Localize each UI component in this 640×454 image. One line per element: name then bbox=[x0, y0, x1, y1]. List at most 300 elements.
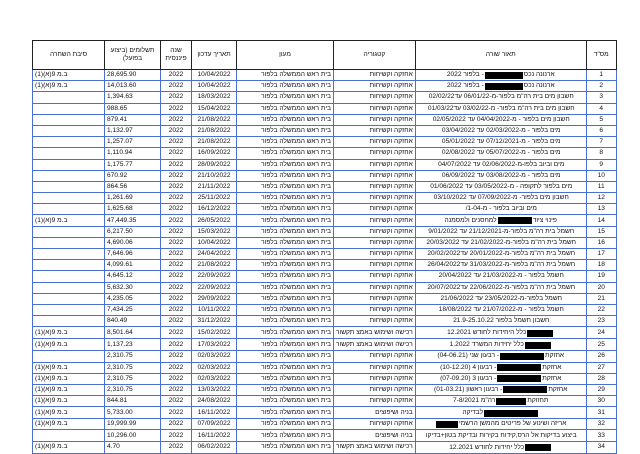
table-row bbox=[33, 249, 617, 260]
row-payment: 7,434.25 bbox=[105, 304, 161, 315]
row-description bbox=[415, 351, 586, 362]
row-redaction-reason bbox=[33, 430, 105, 441]
row-payment: 4,645.12 bbox=[105, 271, 161, 282]
table-row bbox=[33, 407, 617, 419]
row-category: אחזקה וקשיחות bbox=[334, 170, 416, 181]
row-number: 11 bbox=[586, 181, 616, 192]
expenses-table bbox=[32, 40, 617, 454]
row-description bbox=[415, 362, 586, 373]
row-payment: 1,137.23 bbox=[105, 339, 161, 351]
row-update-date: 02/03/2022 bbox=[192, 373, 237, 384]
table-row bbox=[33, 181, 617, 192]
table-row bbox=[33, 237, 617, 248]
row-redaction-reason bbox=[33, 148, 105, 159]
redaction-block bbox=[496, 398, 526, 405]
description-content bbox=[447, 81, 555, 91]
row-fiscal-year: 2022 bbox=[161, 193, 192, 204]
row-payment: 4,235.05 bbox=[105, 293, 161, 304]
row-category: אחזקה וקשיחות bbox=[334, 316, 416, 327]
row-fiscal-year: 2022 bbox=[161, 137, 192, 148]
row-update-date: 24/08/2022 bbox=[192, 396, 237, 407]
row-redaction-reason: ב.מ 9(א)(1) bbox=[33, 70, 105, 81]
row-fiscal-year: 2022 bbox=[161, 70, 192, 81]
row-category: אחזקה וקשיחות bbox=[334, 159, 416, 170]
table-row bbox=[33, 81, 617, 92]
row-category: אחזקה וקשיחות bbox=[334, 215, 416, 226]
row-fiscal-year: 2022 bbox=[161, 396, 192, 407]
row-redaction-reason: ב.מ 9(א)(1) bbox=[33, 327, 105, 339]
row-payment: 1,110.94 bbox=[105, 148, 161, 159]
description-text: חשמל בלפור - מ-21/07/2022 עד 18/08/2022 bbox=[438, 306, 564, 314]
description-text: אחזקת bbox=[545, 352, 565, 360]
row-description bbox=[415, 226, 586, 237]
row-category: בניה ושיפוצים bbox=[334, 407, 416, 419]
description-suffix: כלל היחידות לחודש 12.2021 bbox=[447, 329, 527, 337]
table-row bbox=[33, 170, 617, 181]
row-update-date: 16/11/2022 bbox=[192, 430, 237, 441]
table-row bbox=[33, 137, 617, 148]
row-vendor: בית ראש הממשלה בלפור bbox=[237, 81, 334, 92]
row-category: רכישה ושימוש באמצ תקשור bbox=[334, 327, 416, 339]
description-content bbox=[432, 115, 570, 125]
row-fiscal-year: 2022 bbox=[161, 170, 192, 181]
row-fiscal-year: 2022 bbox=[161, 430, 192, 441]
row-vendor: בית ראש הממשלה בלפור bbox=[237, 92, 334, 103]
row-number: 12 bbox=[586, 193, 616, 204]
row-vendor: בית ראש הממשלה בלפור bbox=[237, 170, 334, 181]
row-fiscal-year: 2022 bbox=[161, 351, 192, 362]
row-category: אחזקה וקשיחות bbox=[334, 137, 416, 148]
description-content bbox=[425, 431, 577, 441]
row-description bbox=[415, 70, 586, 81]
description-content bbox=[434, 385, 567, 395]
row-update-date: 26/05/2022 bbox=[192, 215, 237, 226]
description-content bbox=[450, 340, 552, 350]
row-fiscal-year: 2022 bbox=[161, 237, 192, 248]
row-fiscal-year: 2022 bbox=[161, 304, 192, 315]
row-description bbox=[415, 373, 586, 384]
description-suffix: - רבעון 3 (07-09.20) bbox=[440, 374, 497, 382]
row-category: אחזקה וקשיחות bbox=[334, 237, 416, 248]
row-number: 3 bbox=[586, 92, 616, 103]
description-content bbox=[433, 193, 569, 203]
table-row bbox=[33, 396, 617, 407]
description-text: מים בלפור לתקופה - מ-03/05/2022 עד 01/06/2022 bbox=[430, 182, 573, 190]
redaction-block bbox=[436, 421, 458, 428]
description-text: חשמל בלפור - מ-21/03/2022 עד 20/04/2022 bbox=[438, 272, 564, 280]
row-vendor: בית ראש הממשלה בלפור bbox=[237, 226, 334, 237]
row-vendor: בית ראש הממשלה בלפור bbox=[237, 181, 334, 192]
header-category: קטגוריה bbox=[334, 41, 416, 70]
row-payment: 19,999.99 bbox=[105, 419, 161, 430]
row-payment: 1,257.07 bbox=[105, 137, 161, 148]
description-text: מים וביוב בלפור - מ-1-04/ bbox=[465, 205, 537, 213]
row-payment: 5,733.00 bbox=[105, 407, 161, 419]
table-row bbox=[33, 316, 617, 327]
description-text: חשמל בית רה"מ בלפור-מ-22/06/2022 עד20/07/2022 bbox=[427, 283, 576, 291]
row-payment: 670.92 bbox=[105, 170, 161, 181]
row-payment: 879.41 bbox=[105, 114, 161, 125]
description-text: חשבון מים בית רה"מ בלפור-מ-06/01/22 עד02/02/22 bbox=[428, 93, 574, 101]
row-description bbox=[415, 114, 586, 125]
row-update-date: 22/09/2022 bbox=[192, 271, 237, 282]
table-row bbox=[33, 282, 617, 293]
row-update-date: 06/02/2022 bbox=[192, 441, 237, 453]
table-row bbox=[33, 215, 617, 226]
row-number: 24 bbox=[586, 327, 616, 339]
redaction-block bbox=[497, 375, 541, 382]
row-redaction-reason bbox=[33, 170, 105, 181]
row-redaction-reason bbox=[33, 249, 105, 260]
header-row bbox=[33, 41, 617, 70]
row-vendor: בית ראש הממשלה בלפור bbox=[237, 430, 334, 441]
row-category: אחזקה וקשיחות bbox=[334, 362, 416, 373]
description-text: מים בלפור - מ-03/08/2022 עד 06/09/2022 bbox=[441, 171, 561, 179]
row-redaction-reason bbox=[33, 204, 105, 215]
row-vendor: בית ראש הממשלה בלפור bbox=[237, 339, 334, 351]
row-redaction-reason bbox=[33, 226, 105, 237]
row-category: אחזקה וקשיחות bbox=[334, 271, 416, 282]
description-text: חשמל בית רה"מ בלפור-מ-20/01/2022 עד20/02/2022 bbox=[427, 250, 576, 258]
redaction-block bbox=[503, 386, 547, 393]
row-fiscal-year: 2022 bbox=[161, 260, 192, 271]
description-suffix: לבדיקה bbox=[462, 409, 484, 417]
row-description bbox=[415, 260, 586, 271]
description-text: ארנונה נכס bbox=[523, 71, 555, 79]
row-redaction-reason: ב.מ 9(א)(1) bbox=[33, 373, 105, 384]
table-row bbox=[33, 159, 617, 170]
description-text: מים בלפור - מ-07/12/2021 עד 05/01/2022 bbox=[441, 138, 561, 146]
row-number: 23 bbox=[586, 316, 616, 327]
row-description bbox=[415, 316, 586, 327]
row-update-date: 17/03/2022 bbox=[192, 339, 237, 351]
row-vendor: בית ראש הממשלה בלפור bbox=[237, 137, 334, 148]
row-number: 22 bbox=[586, 304, 616, 315]
description-content bbox=[438, 271, 564, 281]
table-row bbox=[33, 148, 617, 159]
row-redaction-reason: ב.מ 9(א)(1) bbox=[33, 407, 105, 419]
row-update-date: 21/10/2022 bbox=[192, 170, 237, 181]
description-content bbox=[447, 70, 555, 80]
row-redaction-reason bbox=[33, 103, 105, 114]
description-content bbox=[429, 182, 572, 192]
row-fiscal-year: 2022 bbox=[161, 181, 192, 192]
row-payment: 4,690.06 bbox=[105, 237, 161, 248]
row-fiscal-year: 2022 bbox=[161, 114, 192, 125]
row-fiscal-year: 2022 bbox=[161, 293, 192, 304]
row-update-date: 29/09/2022 bbox=[192, 293, 237, 304]
row-redaction-reason bbox=[33, 125, 105, 136]
row-fiscal-year: 2022 bbox=[161, 362, 192, 373]
description-content bbox=[425, 238, 576, 248]
row-category: אחזקה וקשיחות bbox=[334, 114, 416, 125]
row-payment: 7,646.96 bbox=[105, 249, 161, 260]
row-description bbox=[415, 237, 586, 248]
description-content bbox=[438, 305, 564, 315]
row-redaction-reason bbox=[33, 316, 105, 327]
table-row bbox=[33, 293, 617, 304]
row-vendor: בית ראש הממשלה בלפור bbox=[237, 282, 334, 293]
description-content bbox=[435, 419, 566, 429]
description-content bbox=[437, 160, 564, 170]
description-content bbox=[440, 363, 561, 373]
redaction-block bbox=[500, 353, 544, 360]
row-number: 31 bbox=[586, 407, 616, 419]
row-number: 15 bbox=[586, 226, 616, 237]
description-suffix: - רבעון ראשון (01-03.21) bbox=[434, 385, 503, 393]
row-payment: 840.49 bbox=[105, 316, 161, 327]
row-vendor: בית ראש הממשלה בלפור bbox=[237, 351, 334, 362]
row-redaction-reason: ב.מ 9(א)(1) bbox=[33, 396, 105, 407]
row-payment: 5,632.30 bbox=[105, 282, 161, 293]
row-number: 21 bbox=[586, 293, 616, 304]
row-description bbox=[415, 92, 586, 103]
row-description bbox=[415, 271, 586, 282]
description-text: חשבון מים בית רה"מ בלפור- מ-03/02/22 עד01/03/22 bbox=[427, 104, 575, 112]
description-suffix: - בלפור 2022 bbox=[446, 71, 484, 79]
row-category: אחזקה וקשיחות bbox=[334, 81, 416, 92]
redaction-block bbox=[525, 444, 551, 451]
row-description bbox=[415, 249, 586, 260]
row-category: אחזקה וקשיחות bbox=[334, 148, 416, 159]
row-description bbox=[415, 181, 586, 192]
row-redaction-reason bbox=[33, 114, 105, 125]
description-content bbox=[426, 249, 575, 259]
table-row bbox=[33, 204, 617, 215]
row-redaction-reason bbox=[33, 260, 105, 271]
row-vendor: בית ראש הממשלה בלפור bbox=[237, 204, 334, 215]
table-row bbox=[33, 103, 617, 114]
row-vendor: בית ראש הממשלה בלפור bbox=[237, 441, 334, 453]
description-content bbox=[441, 148, 561, 158]
description-text: פינוי ציוד bbox=[532, 216, 557, 224]
row-description bbox=[415, 148, 586, 159]
row-vendor: בית ראש הממשלה בלפור bbox=[237, 407, 334, 419]
row-number: 34 bbox=[586, 441, 616, 453]
row-description bbox=[415, 293, 586, 304]
header-update-date: תאריך עדכון bbox=[192, 41, 237, 70]
row-redaction-reason: ב.מ 9(א)(1) bbox=[33, 441, 105, 453]
row-category: אחזקה וקשיחות bbox=[334, 384, 416, 395]
row-vendor: בית ראש הממשלה בלפור bbox=[237, 215, 334, 226]
row-vendor: בית ראש הממשלה בלפור bbox=[237, 362, 334, 373]
row-number: 8 bbox=[586, 148, 616, 159]
table-row bbox=[33, 114, 617, 125]
row-redaction-reason: ב.מ 9(א)(1) bbox=[33, 339, 105, 351]
row-update-date: 02/03/2022 bbox=[192, 362, 237, 373]
row-payment: 10,296.00 bbox=[105, 430, 161, 441]
table-row bbox=[33, 419, 617, 430]
row-vendor: בית ראש הממשלה בלפור bbox=[237, 419, 334, 430]
row-vendor: בית ראש הממשלה בלפור bbox=[237, 70, 334, 81]
redaction-block bbox=[497, 364, 541, 371]
description-content bbox=[453, 396, 548, 406]
row-fiscal-year: 2022 bbox=[161, 327, 192, 339]
row-number: 13 bbox=[586, 204, 616, 215]
description-content bbox=[426, 283, 575, 293]
row-number: 10 bbox=[586, 170, 616, 181]
description-text: אריזה ושינוע של פריטים מהמשן הרשמי bbox=[459, 420, 567, 428]
table-row bbox=[33, 384, 617, 395]
row-update-date: 16/11/2022 bbox=[192, 407, 237, 419]
row-category: אחזקה וקשיחות bbox=[334, 419, 416, 430]
row-category: אחזקה וקשיחות bbox=[334, 92, 416, 103]
row-category: אחזקה וקשיחות bbox=[334, 103, 416, 114]
row-vendor: בית ראש הממשלה בלפור bbox=[237, 373, 334, 384]
row-category: אחזקה וקשיחות bbox=[334, 304, 416, 315]
row-update-date: 15/03/2022 bbox=[192, 226, 237, 237]
row-fiscal-year: 2022 bbox=[161, 148, 192, 159]
row-category: אחזקה וקשיחות bbox=[334, 226, 416, 237]
row-payment: 1,175.77 bbox=[105, 159, 161, 170]
row-number: 9 bbox=[586, 159, 616, 170]
row-number: 33 bbox=[586, 430, 616, 441]
row-description bbox=[415, 204, 586, 215]
description-suffix: - רבעון שני (04-06.21) bbox=[437, 352, 500, 360]
row-update-date: 24/04/2022 bbox=[192, 249, 237, 260]
description-content bbox=[465, 204, 537, 214]
row-update-date: 10/04/2022 bbox=[192, 237, 237, 248]
row-update-date: 21/11/2022 bbox=[192, 181, 237, 192]
description-text: אחזקת bbox=[542, 374, 562, 382]
row-payment: 1,625.68 bbox=[105, 204, 161, 215]
row-payment: 988.65 bbox=[105, 103, 161, 114]
table-row bbox=[33, 430, 617, 441]
row-payment: 2,310.75 bbox=[105, 373, 161, 384]
row-payment: 14,013.60 bbox=[105, 81, 161, 92]
row-number: 19 bbox=[586, 271, 616, 282]
row-payment: 2,310.75 bbox=[105, 351, 161, 362]
header-payments: תשלומים (ביצוע בפועל) bbox=[105, 41, 161, 70]
redaction-block bbox=[527, 330, 553, 337]
row-category: רכישה ושימוש באמצ תקשור bbox=[334, 339, 416, 351]
row-update-date: 25/11/2022 bbox=[192, 193, 237, 204]
description-content bbox=[449, 443, 552, 453]
row-redaction-reason bbox=[33, 271, 105, 282]
row-fiscal-year: 2022 bbox=[161, 384, 192, 395]
row-redaction-reason bbox=[33, 137, 105, 148]
row-fiscal-year: 2022 bbox=[161, 103, 192, 114]
row-update-date: 21/08/2022 bbox=[192, 125, 237, 136]
row-payment: 4,099.61 bbox=[105, 260, 161, 271]
row-description bbox=[415, 407, 586, 419]
row-update-date: 22/09/2022 bbox=[192, 282, 237, 293]
row-vendor: בית ראש הממשלה בלפור bbox=[237, 316, 334, 327]
redaction-block bbox=[498, 217, 532, 224]
table-row bbox=[33, 339, 617, 351]
table-row bbox=[33, 373, 617, 384]
row-vendor: בית ראש הממשלה בלפור bbox=[237, 193, 334, 204]
row-redaction-reason bbox=[33, 237, 105, 248]
description-text: חשמל בית רה"מ בלפור-מ-31/03/2022 עד26/04/2022 bbox=[427, 261, 576, 269]
row-number: 16 bbox=[586, 237, 616, 248]
description-content bbox=[441, 126, 561, 136]
header-vendor: מעון bbox=[237, 41, 334, 70]
redaction-block bbox=[525, 342, 551, 349]
row-update-date: 13/03/2022 bbox=[192, 384, 237, 395]
description-content bbox=[441, 137, 561, 147]
row-description bbox=[415, 282, 586, 293]
row-category: אחזקה וקשיחות bbox=[334, 351, 416, 362]
row-number: 6 bbox=[586, 125, 616, 136]
row-fiscal-year: 2022 bbox=[161, 316, 192, 327]
description-text: מים וביוב בלפו-מ-02/06/2022 עד 04/07/2022 bbox=[438, 160, 565, 168]
row-update-date: 10/11/2022 bbox=[192, 304, 237, 315]
row-number: 5 bbox=[586, 114, 616, 125]
row-category: אחזקה וקשיחות bbox=[334, 293, 416, 304]
row-number: 29 bbox=[586, 384, 616, 395]
row-description bbox=[415, 441, 586, 453]
table-row bbox=[33, 92, 617, 103]
row-redaction-reason bbox=[33, 193, 105, 204]
row-fiscal-year: 2022 bbox=[161, 92, 192, 103]
row-number: 1 bbox=[586, 70, 616, 81]
header-fiscal-year: שנה פיננסית bbox=[161, 41, 192, 70]
row-vendor: בית ראש הממשלה בלפור bbox=[237, 271, 334, 282]
header-num: מס"ד bbox=[586, 41, 616, 70]
row-fiscal-year: 2022 bbox=[161, 441, 192, 453]
row-redaction-reason bbox=[33, 351, 105, 362]
description-text: ארנונה נכס bbox=[523, 82, 555, 90]
header-description: תאור שורה bbox=[415, 41, 586, 70]
row-description bbox=[415, 159, 586, 170]
row-fiscal-year: 2022 bbox=[161, 125, 192, 136]
row-vendor: בית ראש הממשלה בלפור bbox=[237, 304, 334, 315]
row-fiscal-year: 2022 bbox=[161, 249, 192, 260]
redaction-block bbox=[485, 83, 523, 90]
row-category: אחזקה וקשיחות bbox=[334, 193, 416, 204]
row-number: 32 bbox=[586, 419, 616, 430]
row-number: 25 bbox=[586, 339, 616, 351]
row-payment: 6,217.50 bbox=[105, 226, 161, 237]
row-number: 20 bbox=[586, 282, 616, 293]
row-redaction-reason bbox=[33, 304, 105, 315]
row-category: אחזקה וקשיחות bbox=[334, 260, 416, 271]
description-text: מים בלפור - מ-02/03/2022 עד 03/04/2022 bbox=[441, 127, 561, 135]
row-redaction-reason: ב.מ 9(א)(1) bbox=[33, 81, 105, 92]
row-update-date: 02/03/2022 bbox=[192, 351, 237, 362]
row-description bbox=[415, 125, 586, 136]
row-update-date: 15/02/2022 bbox=[192, 327, 237, 339]
row-payment: 2,310.75 bbox=[105, 362, 161, 373]
description-suffix: למחסנים ולמסמנה bbox=[444, 216, 497, 224]
row-payment: 47,449.35 bbox=[105, 215, 161, 226]
description-text: חשמל בלפור-מ-23/05/2022 עד 21/06/2022 bbox=[440, 294, 562, 302]
row-fiscal-year: 2022 bbox=[161, 204, 192, 215]
row-category: אחזקה וקשיחות bbox=[334, 181, 416, 192]
row-update-date: 21/08/2022 bbox=[192, 260, 237, 271]
row-number: 17 bbox=[586, 249, 616, 260]
row-redaction-reason: ב.מ 9(א)(1) bbox=[33, 215, 105, 226]
row-payment: 28,695.90 bbox=[105, 70, 161, 81]
row-description bbox=[415, 170, 586, 181]
row-category: בניה ושיפוצים bbox=[334, 430, 416, 441]
row-redaction-reason bbox=[33, 293, 105, 304]
row-number: 18 bbox=[586, 260, 616, 271]
row-category: אחזקה וקשיחות bbox=[334, 249, 416, 260]
row-fiscal-year: 2022 bbox=[161, 271, 192, 282]
description-content bbox=[427, 104, 575, 114]
description-content bbox=[437, 351, 564, 361]
row-update-date: 21/08/2022 bbox=[192, 114, 237, 125]
row-description bbox=[415, 396, 586, 407]
row-number: 30 bbox=[586, 396, 616, 407]
row-vendor: בית ראש הממשלה בלפור bbox=[237, 249, 334, 260]
row-update-date: 10/04/2022 bbox=[192, 81, 237, 92]
description-content bbox=[426, 260, 575, 270]
description-suffix: - בלפור 2022 bbox=[446, 82, 484, 90]
row-number: 4 bbox=[586, 103, 616, 114]
